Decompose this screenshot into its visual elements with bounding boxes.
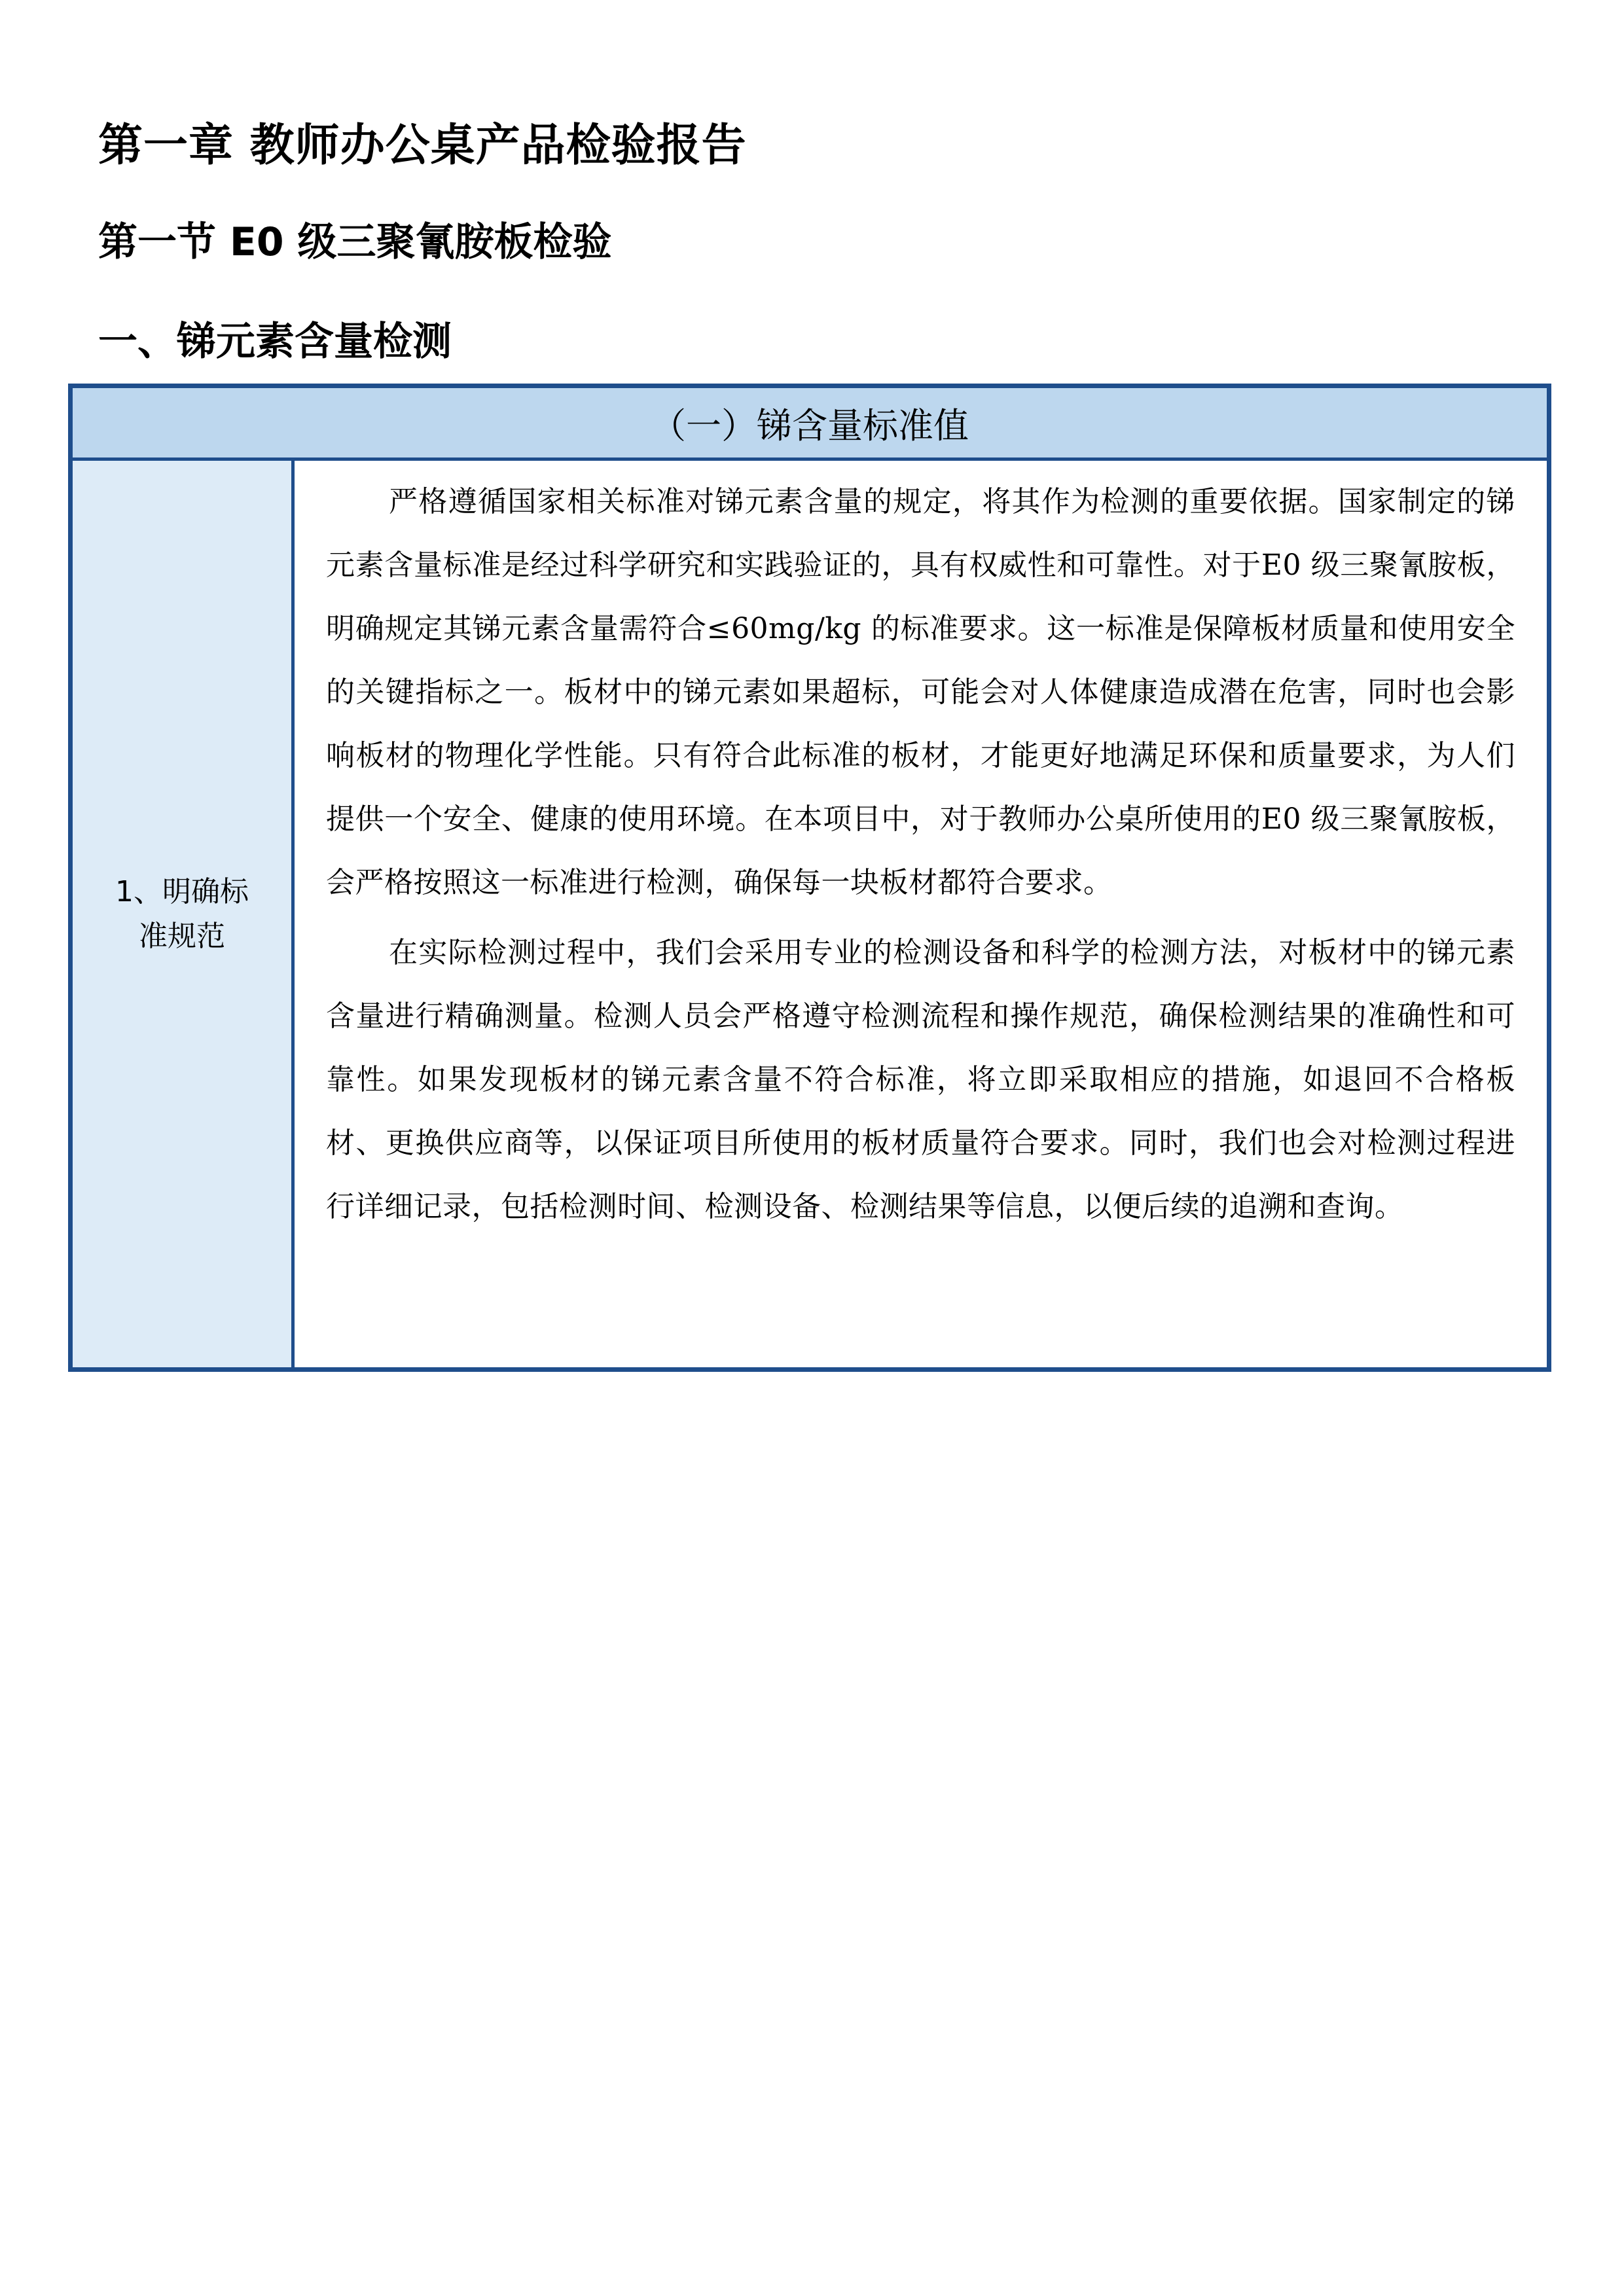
table-header: （一）锑含量标准值 — [73, 388, 1547, 461]
standard-table — [68, 384, 1551, 1372]
paragraph-2: 在实际检测过程中，我们会采用专业的检测设备和科学的检测方法，对板材中的锑元素含量进行精确测量。检测人员会严格遵守检测流程和操作规范，确保检测结果的准确性和可靠性。如果发现板材的锑元素含量不符合标准，将立即采取相应的措施，如退回不合格板材、更换供应商等，以保证项目所使用的板材质量符合要求。同时，我们也会对检测过程进行详细记录，包括检测时间、检测设备、检测结果等信息，以便后续的追溯和查询。 — [326, 936, 1515, 1223]
chapter-title: 第一章 教师办公桌产品检验报告 — [98, 120, 747, 171]
section-title: 第一节 E0 级三聚氰胺板检验 — [98, 219, 612, 265]
content-cell — [295, 461, 1547, 1367]
row-label-cell — [73, 461, 295, 1367]
row-label: 1、明确标准规范 — [115, 874, 249, 953]
paragraph-1: 严格遵循国家相关标准对锑元素含量的规定，将其作为检测的重要依据。国家制定的锑元素含量标准是经过科学研究和实践验证的，具有权威性和可靠性。对于E0 级三聚氰胺板，明确规定其锑元素含量需符合≤60mg/kg 的标准要求。这一标准是保障板材质量和使用安全的关键指标之一。板材中的锑元素如果超标，可能会对人体健康造成潜在危害，同时也会影响板材的物理化学性能。只有符合此标准的板材，才能更好地满足环保和质量要求，为人们提供一个安全、健康的使用环境。在本项目中，对于教师办公桌所使用的E0 级三聚氰胺板，会严格按照这一标准进行检测，确保每一块板材都符合要求。 — [326, 485, 1515, 899]
subsection-title: 一、锑元素含量检测 — [98, 319, 452, 365]
